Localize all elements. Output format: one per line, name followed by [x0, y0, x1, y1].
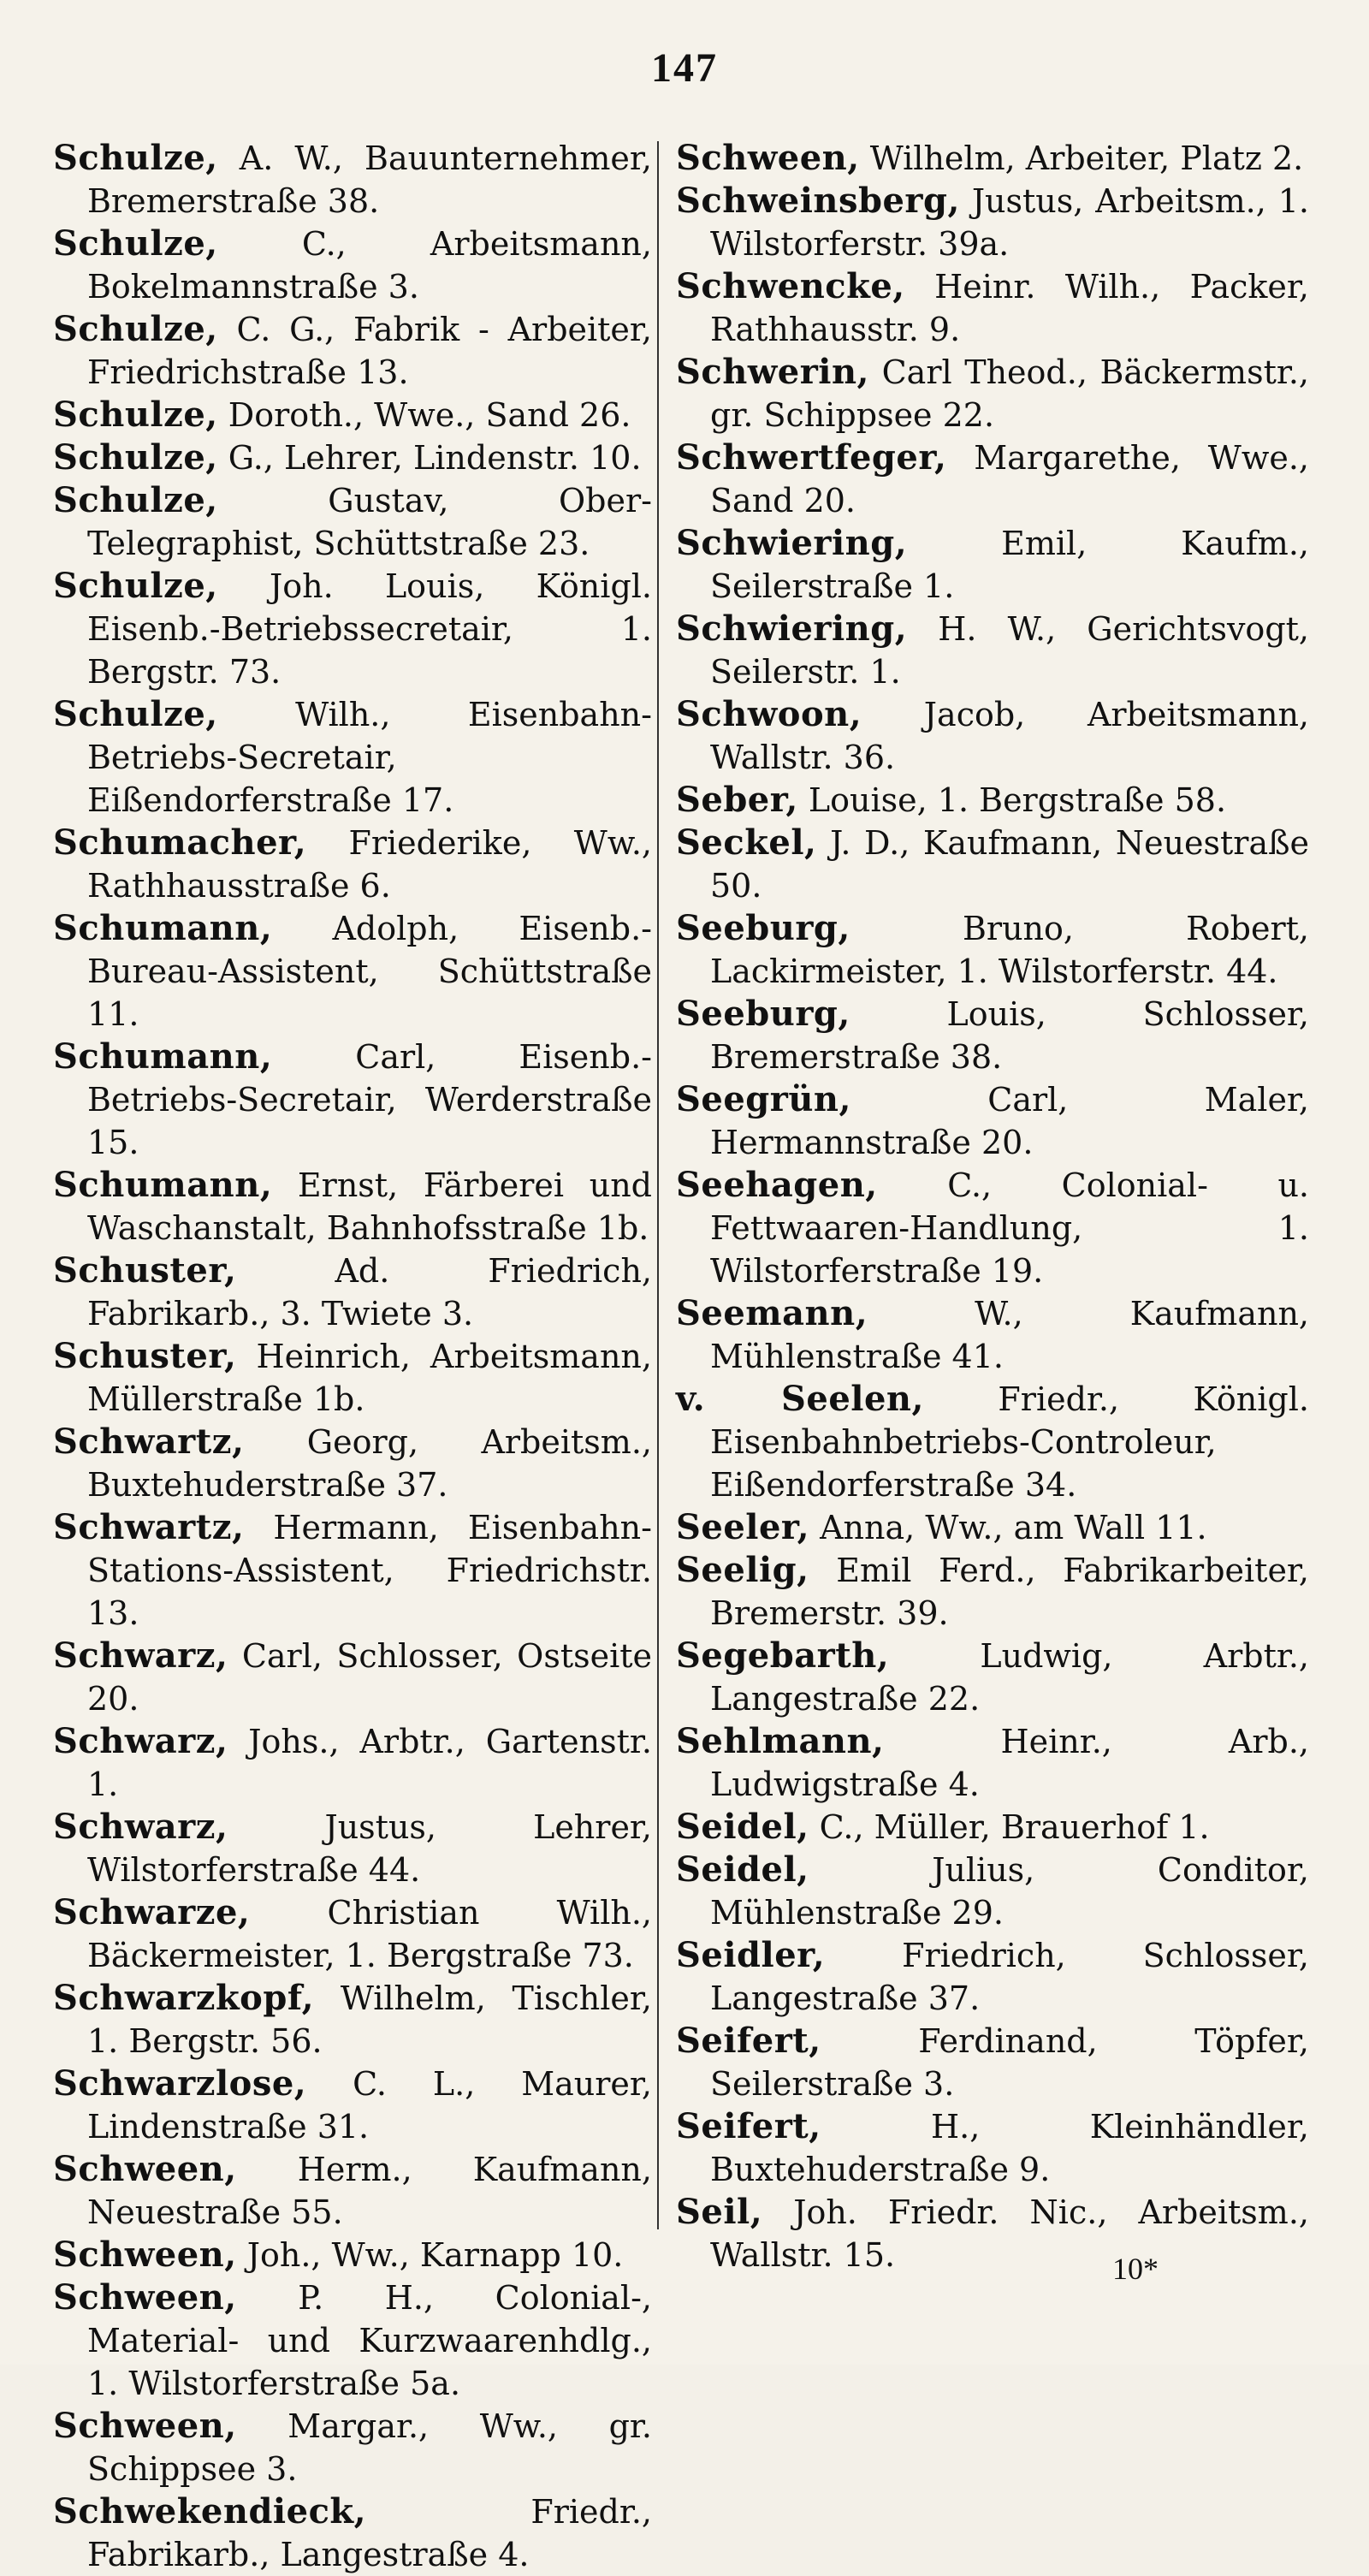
- directory-entry: [676, 1078, 1309, 1164]
- entry-details: Julius, Conditor, Mühlenstraße 29.: [710, 1851, 1309, 1932]
- entry-name: v. Seelen,: [676, 1379, 924, 1419]
- directory-entry: [676, 1506, 1309, 1549]
- entry-details: Carl, Maler, Hermannstraße 20.: [710, 1081, 1309, 1161]
- entry-details: Ludwig, Arbtr., Langestraße 22.: [710, 1637, 1309, 1718]
- entry-details: Margarethe, Wwe., Sand 20.: [710, 439, 1309, 519]
- directory-entry: [53, 1891, 652, 1977]
- entry-name: Schuster,: [53, 1336, 237, 1376]
- signature-mark: 10*: [1112, 2252, 1159, 2286]
- entry-details: Carl, Eisenb.-Betriebs-Secretair, Werderstraße 15.: [87, 1038, 652, 1161]
- directory-entry: [676, 993, 1309, 1078]
- directory-entry: [676, 180, 1309, 265]
- directory-entry: [676, 693, 1309, 779]
- directory-entry: [676, 779, 1309, 822]
- entry-details: C. G., Fabrik - Arbeiter, Friedrichstraße 13.: [87, 311, 652, 391]
- entry-name: Schwencke,: [676, 266, 905, 306]
- entry-details: Justus, Arbeitsm., 1. Wilstorferstr. 39a.: [710, 182, 1309, 263]
- entry-details: A. W., Bauunternehmer, Bremerstraße 38.: [87, 139, 652, 220]
- entry-details: Ernst, Färberei und Waschanstalt, Bahnhofsstraße 1b.: [87, 1166, 652, 1247]
- directory-entry: [676, 1549, 1309, 1635]
- directory-entry: [53, 907, 652, 1036]
- directory-entry: [53, 1335, 652, 1421]
- entry-details: Heinrich, Arbeitsmann, Müllerstraße 1b.: [87, 1338, 652, 1418]
- entry-name: Seifert,: [676, 2021, 821, 2061]
- entry-details: Bruno, Robert, Lackirmeister, 1. Wilstorferstr. 44.: [710, 910, 1309, 990]
- directory-entry: [53, 436, 652, 479]
- directory-entry: [53, 1635, 652, 1720]
- entry-details: W., Kaufmann, Mühlenstraße 41.: [710, 1295, 1309, 1375]
- directory-entry: [53, 1249, 652, 1335]
- entry-details: Heinr. Wilh., Packer, Rathhausstr. 9.: [710, 268, 1309, 348]
- directory-entry: [676, 265, 1309, 351]
- directory-entry: [676, 436, 1309, 522]
- entry-name: Schwoon,: [676, 694, 862, 734]
- entry-name: Seidler,: [676, 1935, 826, 1975]
- entry-name: Schulze,: [53, 395, 218, 435]
- directory-entry: [53, 822, 652, 907]
- entry-name: Schwarze,: [53, 1892, 251, 1932]
- entry-name: Schween,: [53, 2406, 237, 2446]
- directory-entry: [676, 137, 1309, 180]
- entry-details: Joh. Louis, Königl. Eisenb.-Betriebssecretair, 1. Bergstr. 73.: [87, 567, 652, 691]
- entry-details: P. H., Colonial-, Material- und Kurzwaarenhdlg., 1. Wilstorferstraße 5a.: [87, 2279, 652, 2402]
- entry-name: Schumann,: [53, 1165, 273, 1205]
- entry-details: Heinr., Arb., Ludwigstraße 4.: [710, 1723, 1309, 1803]
- entry-name: Schwarz,: [53, 1635, 228, 1676]
- entry-details: C., Colonial- u. Fettwaaren-Handlung, 1. Wilstorferstraße 19.: [710, 1166, 1309, 1290]
- entry-details: Jacob, Arbeitsmann, Wallstr. 36.: [710, 696, 1309, 776]
- entry-name: Schween,: [53, 2277, 237, 2318]
- entry-name: Schwarzlose,: [53, 2063, 307, 2104]
- entry-details: Carl, Schlosser, Ostseite 20.: [87, 1637, 652, 1718]
- directory-entry: [53, 394, 652, 436]
- directory-entry: [53, 479, 652, 565]
- directory-entry: [676, 822, 1309, 907]
- entry-name: Seeler,: [676, 1507, 810, 1547]
- entry-name: Schulze,: [53, 437, 218, 478]
- entry-details: C., Müller, Brauerhof 1.: [809, 1808, 1210, 1846]
- directory-entry: [53, 2234, 652, 2276]
- entry-details: Ferdinand, Töpfer, Seilerstraße 3.: [710, 2022, 1309, 2103]
- entry-details: C. L., Maurer, Lindenstraße 31.: [87, 2065, 652, 2146]
- column-divider: [657, 141, 659, 2229]
- entry-details: Gustav, Ober-Telegraphist, Schüttstraße 23.: [87, 482, 652, 562]
- page-number: 147: [651, 45, 718, 91]
- entry-details: Margar., Ww., gr. Schippsee 3.: [87, 2407, 652, 2488]
- entry-details: Louise, 1. Bergstraße 58.: [797, 781, 1227, 819]
- entry-details: H. W., Gerichtsvogt, Seilerstr. 1.: [710, 610, 1309, 691]
- entry-name: Schweinsberg,: [676, 181, 960, 221]
- entry-name: Seeburg,: [676, 908, 850, 948]
- directory-entry: [676, 1720, 1309, 1806]
- entry-name: Schulze,: [53, 480, 218, 520]
- entry-name: Segebarth,: [676, 1635, 890, 1676]
- entry-name: Seelig,: [676, 1550, 809, 1590]
- entry-name: Schwekendieck,: [53, 2491, 367, 2531]
- entry-details: J. D., Kaufmann, Neuestraße 50.: [710, 824, 1309, 905]
- directory-entry: [53, 1421, 652, 1506]
- directory-entry: [676, 2191, 1309, 2276]
- directory-entry: [676, 522, 1309, 608]
- directory-entry: [53, 1164, 652, 1249]
- entry-details: Adolph, Eisenb.-Bureau-Assistent, Schüttstraße 11.: [87, 910, 652, 1033]
- entry-name: Schwerin,: [676, 352, 869, 392]
- entry-details: C., Arbeitsmann, Bokelmannstraße 3.: [87, 225, 652, 306]
- entry-details: Wilhelm, Arbeiter, Platz 2.: [859, 139, 1304, 177]
- entry-name: Seidel,: [676, 1849, 809, 1890]
- entry-name: Schumann,: [53, 1036, 273, 1077]
- entry-details: Joh., Ww., Karnapp 10.: [236, 2236, 624, 2274]
- entry-name: Seifert,: [676, 2106, 821, 2146]
- directory-entry: [676, 1934, 1309, 2020]
- entry-name: Schwartz,: [53, 1422, 245, 1462]
- entry-name: Seidel,: [676, 1807, 809, 1847]
- entry-name: Schulze,: [53, 309, 218, 349]
- directory-entry: [53, 2148, 652, 2234]
- entry-details: Joh. Friedr. Nic., Arbeitsm., Wallstr. 15.: [710, 2193, 1309, 2274]
- entry-name: Seil,: [676, 2192, 763, 2232]
- entry-name: Schulze,: [53, 138, 218, 178]
- directory-entry: [53, 1720, 652, 1806]
- entry-name: Schwertfeger,: [676, 437, 947, 478]
- entry-name: Schwarz,: [53, 1721, 228, 1761]
- directory-entry: [676, 608, 1309, 693]
- directory-entry: [53, 693, 652, 822]
- directory-entry: [53, 1036, 652, 1164]
- entry-details: Ad. Friedrich, Fabrikarb., 3. Twiete 3.: [87, 1252, 652, 1333]
- directory-entry: [53, 2405, 652, 2490]
- entry-details: Anna, Ww., am Wall 11.: [809, 1509, 1207, 1546]
- directory-entry: [676, 1635, 1309, 1720]
- entry-details: Hermann, Eisenbahn-Stations-Assistent, Friedrichstr. 13.: [87, 1509, 652, 1632]
- entry-details: Doroth., Wwe., Sand 26.: [217, 396, 631, 434]
- directory-entry: [53, 565, 652, 693]
- entry-details: Justus, Lehrer, Wilstorferstraße 44.: [87, 1808, 652, 1889]
- entry-name: Sehlmann,: [676, 1721, 885, 1761]
- entry-details: Emil Ferd., Fabrikarbeiter, Bremerstr. 39.: [710, 1552, 1309, 1632]
- entry-details: Friederike, Ww., Rathhausstraße 6.: [87, 824, 652, 905]
- entry-details: Georg, Arbeitsm., Buxtehuderstraße 37.: [87, 1423, 652, 1504]
- entry-name: Seehagen,: [676, 1165, 878, 1205]
- entry-details: Friedr., Königl. Eisenbahnbetriebs-Controleur, Eißendorferstraße 34.: [710, 1380, 1309, 1504]
- entry-name: Seemann,: [676, 1293, 868, 1333]
- entry-name: Seeburg,: [676, 994, 850, 1034]
- entry-name: Schwarz,: [53, 1807, 228, 1847]
- directory-entry: [53, 1506, 652, 1635]
- entry-name: Schween,: [676, 138, 860, 178]
- entry-name: Seber,: [676, 780, 798, 820]
- directory-entry: [53, 2490, 652, 2576]
- directory-entry: [53, 2276, 652, 2405]
- directory-entry: [53, 223, 652, 308]
- directory-entry: [676, 2105, 1309, 2191]
- directory-entry: [53, 137, 652, 223]
- entry-details: Louis, Schlosser, Bremerstraße 38.: [710, 995, 1309, 1076]
- entry-details: Christian Wilh., Bäckermeister, 1. Bergstraße 73.: [87, 1894, 652, 1974]
- entry-name: Schwiering,: [676, 523, 908, 563]
- entry-details: Johs., Arbtr., Gartenstr. 1.: [87, 1723, 652, 1803]
- directory-entry: [676, 351, 1309, 436]
- entry-name: Seegrün,: [676, 1079, 851, 1119]
- entry-name: Seckel,: [676, 822, 817, 863]
- entry-details: Carl Theod., Bäckermstr., gr. Schippsee 22.: [710, 353, 1309, 434]
- directory-entry: [676, 1806, 1309, 1849]
- entry-name: Schulze,: [53, 223, 218, 264]
- entry-details: Wilh., Eisenbahn-Betriebs-Secretair, Eißendorferstraße 17.: [87, 696, 652, 819]
- entry-name: Schuster,: [53, 1250, 237, 1291]
- entry-name: Schulze,: [53, 694, 218, 734]
- directory-entry: [676, 1849, 1309, 1934]
- entry-name: Schwartz,: [53, 1507, 245, 1547]
- right-column: [676, 137, 1309, 2276]
- left-column: [53, 137, 652, 2576]
- entry-name: Schulze,: [53, 566, 218, 606]
- directory-entry: [676, 1292, 1309, 1378]
- directory-entry: [676, 2020, 1309, 2105]
- entry-details: G., Lehrer, Lindenstr. 10.: [217, 439, 642, 477]
- entry-name: Schwiering,: [676, 608, 908, 649]
- entry-name: Schwarzkopf,: [53, 1978, 315, 2018]
- directory-entry: [676, 1378, 1309, 1506]
- entry-details: Emil, Kaufm., Seilerstraße 1.: [710, 525, 1309, 605]
- directory-entry: [676, 907, 1309, 993]
- entry-name: Schumann,: [53, 908, 273, 948]
- directory-entry: [676, 1164, 1309, 1292]
- directory-entry: [53, 1806, 652, 1891]
- directory-entry: [53, 1977, 652, 2063]
- entry-details: Wilhelm, Tischler, 1. Bergstr. 56.: [87, 1979, 652, 2060]
- directory-entry: [53, 2063, 652, 2148]
- entry-name: Schween,: [53, 2235, 237, 2275]
- entry-details: Friedrich, Schlosser, Langestraße 37.: [710, 1937, 1309, 2017]
- entry-details: Friedr., Fabrikarb., Langestraße 4.: [87, 2493, 652, 2573]
- entry-details: H., Kleinhändler, Buxtehuderstraße 9.: [710, 2108, 1309, 2188]
- entry-details: Herm., Kaufmann, Neuestraße 55.: [87, 2151, 652, 2231]
- entry-name: Schumacher,: [53, 822, 307, 863]
- directory-entry: [53, 308, 652, 394]
- entry-name: Schween,: [53, 2149, 237, 2189]
